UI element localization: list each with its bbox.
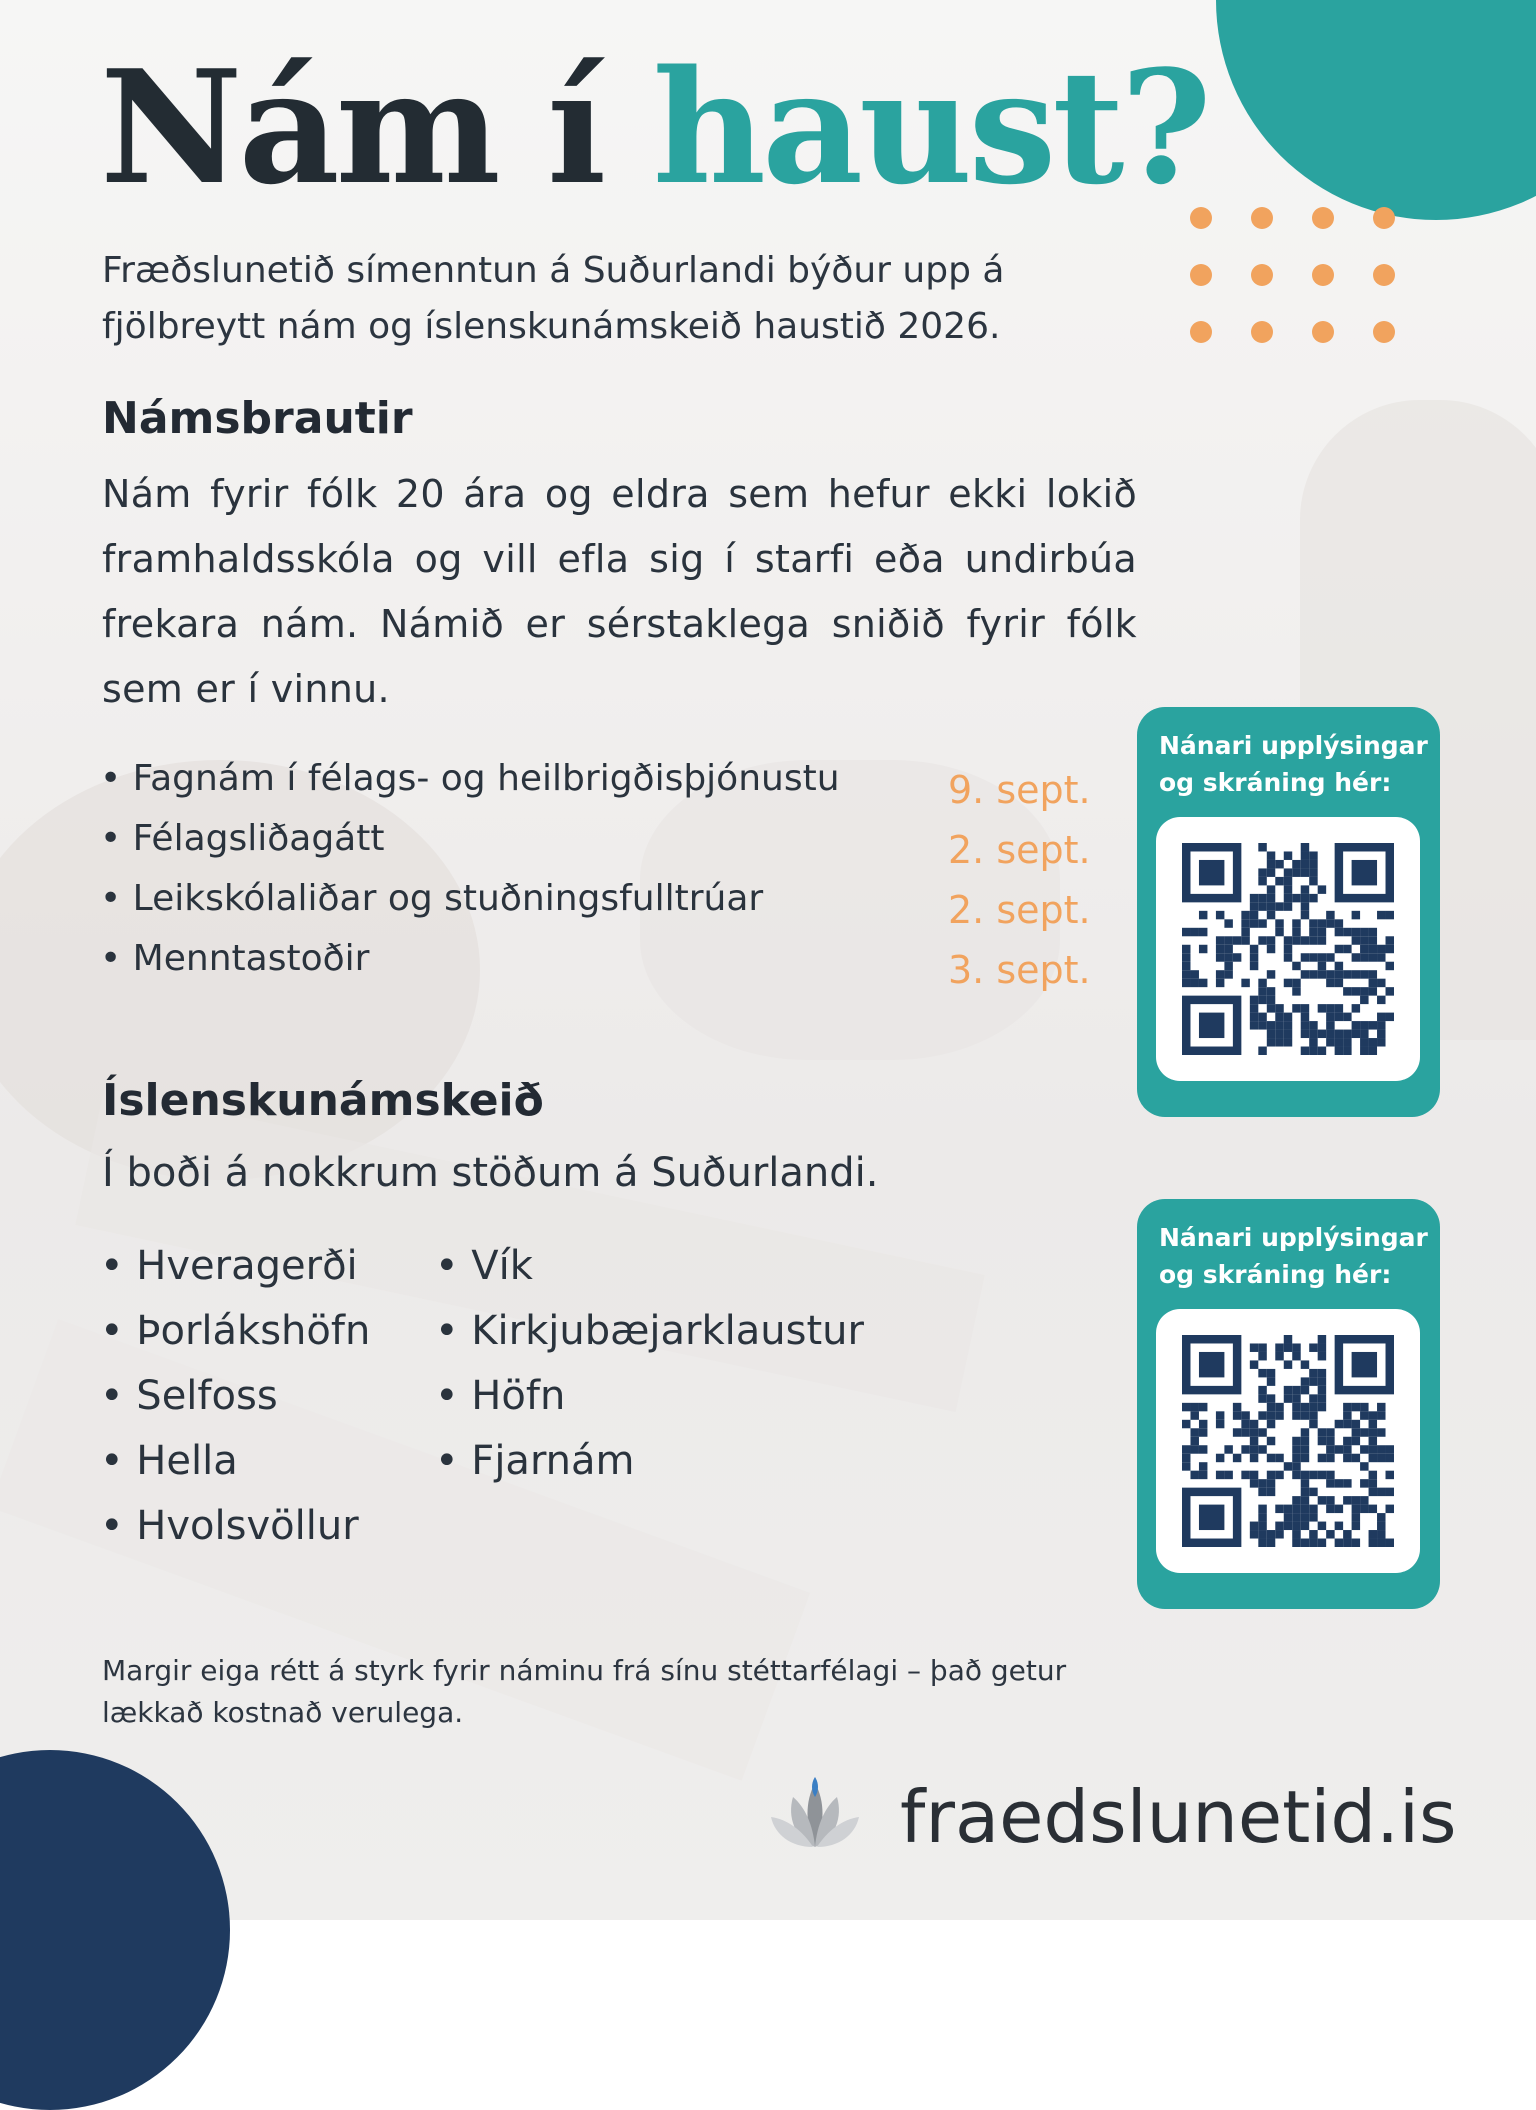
qr-card-title: Nánari upplýsingar og skráning hér:: [1159, 731, 1428, 797]
course-date: 2. sept.: [948, 828, 1091, 872]
namsbrautir-heading: Námsbrautir: [102, 393, 413, 444]
course-item: [100, 938, 1100, 998]
course-name: • Félagsliðagátt: [100, 818, 385, 859]
location-item: • Þorlákshöfn: [100, 1308, 371, 1354]
decorative-dot: [1190, 264, 1212, 286]
decorative-dot: [1251, 321, 1273, 343]
namsbrautir-description: Nám fyrir fólk 20 ára og eldra sem hefur ekki lokið framhaldsskóla og vill efla sig í starfi eða undirbúa frekara nám. Námið er sérstaklega sniðið fyrir fólk sem er í vinnu.: [102, 472, 1137, 711]
decorative-dot: [1190, 321, 1212, 343]
location-item: • Hella: [100, 1438, 238, 1484]
decorative-dot: [1373, 321, 1395, 343]
decorative-dot: [1373, 264, 1395, 286]
title-part-2: haust?: [652, 36, 1208, 219]
location-list-right: [435, 1243, 864, 1503]
course-name: • Menntastoðir: [100, 938, 370, 979]
title-part-1: Nám í: [100, 36, 603, 219]
course-name: • Leikskólaliðar og stuðningsfulltrúar: [100, 878, 764, 919]
decorative-dot-grid: [1190, 207, 1390, 357]
course-date: 9. sept.: [948, 768, 1091, 812]
location-item: • Selfoss: [100, 1373, 278, 1419]
qr-card-islenska[interactable]: [1137, 1199, 1440, 1609]
location-item: • Hveragerði: [100, 1243, 358, 1289]
course-date: 3. sept.: [948, 948, 1091, 992]
course-date: 2. sept.: [948, 888, 1091, 932]
course-name: • Fagnám í félags- og heilbrigðisþjónustu: [100, 758, 840, 799]
location-item: • Vík: [435, 1243, 533, 1289]
decorative-dot: [1312, 207, 1334, 229]
decorative-dot: [1251, 264, 1273, 286]
location-item: • Kirkjubæjarklaustur: [435, 1308, 864, 1354]
lotus-logo-icon: [765, 1773, 865, 1853]
intro-text: Fræðslunetið símenntun á Suðurlandi býður upp á fjölbreytt nám og íslenskunámskeið haustið 2026.: [102, 250, 1005, 347]
course-list: [100, 758, 1100, 998]
qr-card-title: Nánari upplýsingar og skráning hér:: [1159, 1223, 1428, 1289]
decorative-dot: [1312, 321, 1334, 343]
qr-card-namsbrautir[interactable]: [1137, 707, 1440, 1117]
qr-code-icon[interactable]: [1182, 1335, 1394, 1547]
decorative-dot: [1251, 207, 1273, 229]
funding-note: Margir eiga rétt á styrk fyrir náminu frá sínu stéttarfélagi – það getur lækkað kostnað verulega.: [102, 1654, 1067, 1729]
course-item: [100, 878, 1100, 938]
location-item: • Höfn: [435, 1373, 566, 1419]
page-title: [100, 36, 1208, 219]
islenska-heading: Íslenskunámskeið: [102, 1075, 544, 1126]
islenska-subtitle: Í boði á nokkrum stöðum á Suðurlandi.: [102, 1150, 879, 1196]
website-link[interactable]: fraedslunetid.is: [900, 1775, 1457, 1859]
location-item: • Hvolsvöllur: [100, 1503, 359, 1549]
course-item: [100, 818, 1100, 878]
location-list-left: [100, 1243, 370, 1568]
decorative-dot: [1312, 264, 1334, 286]
course-item: [100, 758, 1100, 818]
qr-code-icon[interactable]: [1182, 843, 1394, 1055]
location-item: • Fjarnám: [435, 1438, 635, 1484]
qr-code-frame[interactable]: [1156, 817, 1420, 1081]
qr-code-frame[interactable]: [1156, 1309, 1420, 1573]
decorative-dot: [1373, 207, 1395, 229]
